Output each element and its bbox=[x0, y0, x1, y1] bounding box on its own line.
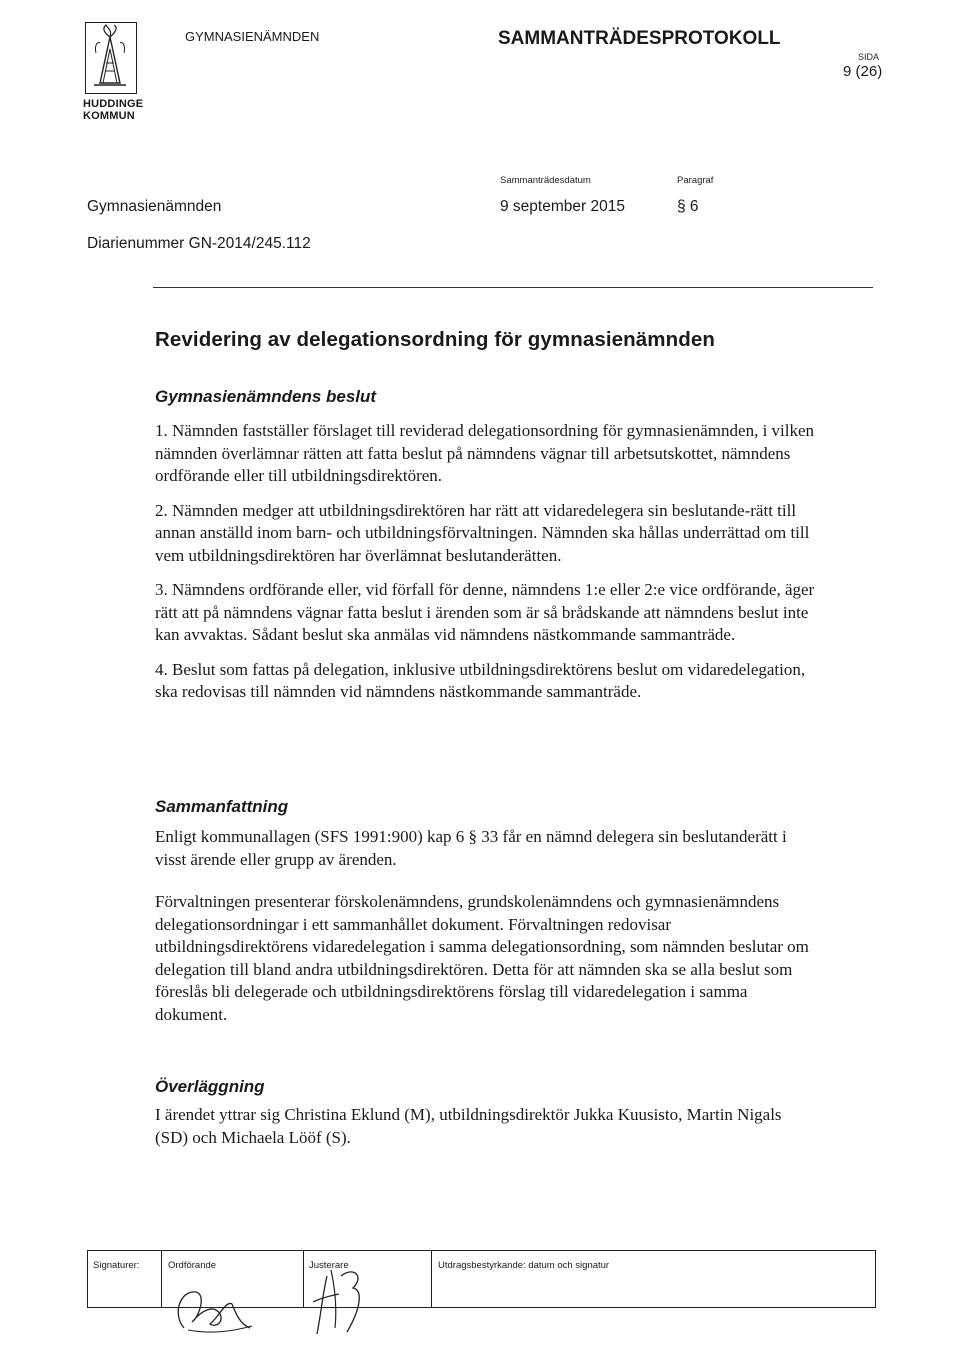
summary-paragraph: Enligt kommunallagen (SFS 1991:900) kap 6 § 33 får en nämnd delegera sin beslutanderätt i visst ärende eller grupp av ärenden. bbox=[155, 827, 787, 869]
decision-heading: Gymnasienämndens beslut bbox=[155, 387, 377, 406]
decision-item: 3. Nämndens ordförande eller, vid förfall för denne, nämndens 1:e eller 2:e vice ordförande, äger rätt att på nämndens vägnar fatta beslut i ärenden som är så brådskande att nämndens beslut inte kan avvaktas. Sådant beslut ska anmälas vid nämndens nästkommande sammanträde. bbox=[155, 580, 815, 644]
municipality-logo bbox=[85, 22, 137, 94]
signature-divider bbox=[431, 1251, 432, 1307]
summary-paragraph: Förvaltningen presenterar förskolenämndens, grundskolenämndens och gymnasienämndens delegationsordningar i ett sammanhållet dokument. Förvaltningen redovisar utbildningsdirektörens vidaredelegation i samma delegationsordning, som nämnden beslutar om delegation till bland andra utbildningsdirektören. Detta för att nämnden ska se alla beslut som föreslås bli delegerade och utbildningsdirektörens förslag till vidaredelegation i samma dokument. bbox=[155, 892, 809, 1024]
organ-name: GYMNASIENÄMNDEN bbox=[185, 29, 320, 44]
decision-list bbox=[155, 420, 815, 716]
adjuster-label: Justerare bbox=[309, 1260, 349, 1271]
diary-number: Diarienummer GN-2014/245.112 bbox=[87, 235, 311, 252]
discussion-text: I ärendet yttrar sig Christina Eklund (M), utbildningsdirektör Jukka Kuusisto, Martin Nigals (SD) och Michaela Lööf (S). bbox=[155, 1105, 782, 1147]
decision-item: 2. Nämnden medger att utbildningsdirektören har rätt att vidaredelegera sin beslutande-rätt till annan anställd inom barn- och utbildningsförvaltningen. Nämnden ska hållas underrättad om till vem utbildningsdirektören har överlämnat beslutanderätten. bbox=[155, 500, 810, 565]
page-label: SIDA bbox=[858, 52, 880, 62]
page-number: 9 (26) bbox=[843, 63, 883, 80]
coat-of-arms-icon bbox=[86, 23, 135, 92]
signature-divider bbox=[303, 1251, 304, 1307]
decision-item: 4. Beslut som fattas på delegation, inklusive utbildningsdirektörens beslut om vidaredelegation, ska redovisas till nämnden vid nämndens nästkommande sammanträde. bbox=[155, 659, 806, 701]
adjuster-signature bbox=[305, 1258, 375, 1343]
chair-label: Ordförande bbox=[168, 1260, 217, 1271]
paragraph-label: Paragraf bbox=[677, 175, 714, 186]
document-type: SAMMANTRÄDESPROTOKOLL bbox=[498, 28, 781, 49]
summary-heading: Sammanfattning bbox=[155, 797, 289, 816]
meeting-date: 9 september 2015 bbox=[500, 198, 625, 215]
decision-item: 1. Nämnden fastställer förslaget till reviderad delegationsordning för gymnasienämnden, i vilken nämnden överlämnar rätten att fatta beslut på nämndens vägnar till arbetsutskottet, nämndens ordförande eller till utbildningsdirektören. bbox=[155, 421, 815, 485]
board-name: Gymnasienämnden bbox=[87, 198, 222, 215]
page-title: Revidering av delegationsordning för gymnasienämnden bbox=[155, 328, 715, 351]
signature-divider bbox=[161, 1251, 162, 1307]
municipality-name: HUDDINGE KOMMUN bbox=[83, 98, 144, 122]
chair-signature bbox=[170, 1270, 260, 1340]
paragraph-number: § 6 bbox=[677, 198, 699, 215]
summary-text bbox=[155, 826, 815, 1038]
header-divider bbox=[153, 287, 873, 288]
discussion-heading: Överläggning bbox=[155, 1077, 265, 1096]
signatures-label: Signaturer: bbox=[93, 1260, 140, 1271]
extract-label: Utdragsbestyrkande: datum och signatur bbox=[438, 1260, 610, 1271]
date-label: Sammanträdesdatum bbox=[500, 175, 591, 186]
